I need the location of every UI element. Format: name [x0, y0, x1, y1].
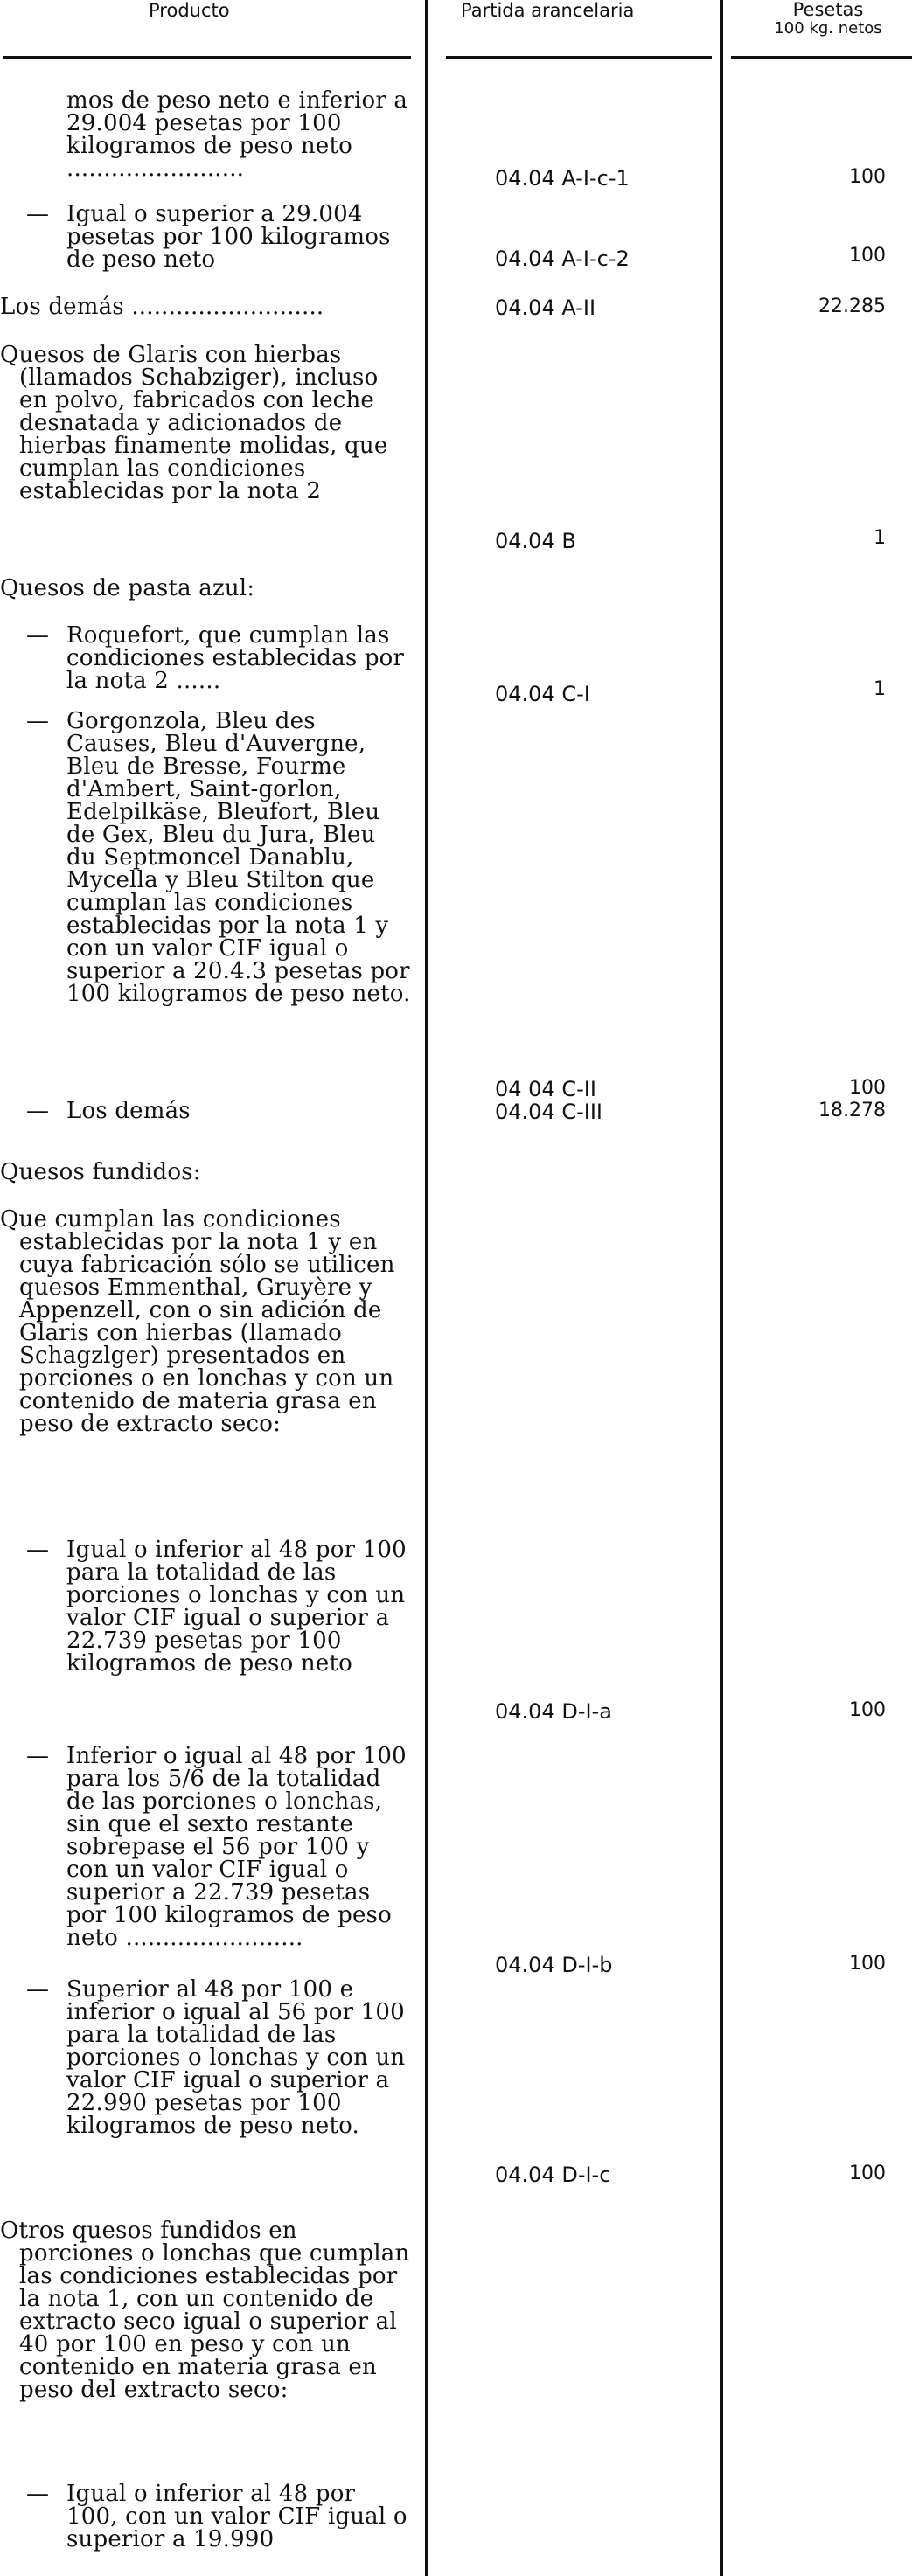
product-entry: [0, 2219, 411, 2401]
product-text: Superior al 48 por 100 e inferior o igual al 56 por 100 para la totalidad de las porciones o lonchas y con un valor CIF igual o superior a 22.990 pesetas por 100 kilogramos de peso neto.: [66, 1976, 406, 2139]
product-entry: [0, 89, 411, 180]
dash-bullet: —: [26, 1976, 50, 2003]
column-header-pesetas: [762, 0, 894, 38]
product-entry: [0, 295, 411, 318]
header-rule-pesetas: [731, 56, 912, 59]
product-entry: [0, 344, 411, 503]
dash-bullet: —: [26, 1743, 50, 1769]
product-entry: [0, 577, 411, 600]
product-entry: [0, 1208, 411, 1435]
product-entry: [0, 2482, 411, 2551]
product-text: Igual o superior a 29.004 pesetas por 100 kilogramos de peso neto: [66, 201, 391, 273]
product-text: Inferior o igual al 48 por 100 para los 5/6 de la totalidad de las porciones o lonchas, sin que el sexto restante sobrepase el 56 por 100 y con un valor CIF igual o superior a 22.739 pesetas por 100 kilogramos de peso neto ........................: [66, 1743, 407, 1951]
header-rule-producto: [3, 56, 411, 59]
product-text: Los demás: [66, 1098, 191, 1124]
product-entry: [0, 710, 411, 1005]
product-subitem: [0, 1538, 411, 1675]
pesetas-value: 100: [849, 245, 886, 267]
pesetas-value: 100: [849, 2163, 886, 2184]
product-subitem: [0, 1978, 411, 2137]
product-text: Quesos de pasta azul:: [0, 575, 255, 601]
dash-bullet: —: [26, 1098, 50, 1124]
dash-bullet: —: [26, 708, 50, 734]
product-text: Roquefort, que cumplan las condiciones establecidas por la nota 2 ......: [66, 622, 405, 694]
product-entry: [0, 203, 411, 271]
pesetas-value: 1: [874, 527, 886, 549]
tariff-code: 04.04 D-I-b: [495, 1953, 613, 1977]
tariff-code: 04.04 C-III: [495, 1100, 602, 1124]
product-text: Gorgonzola, Bleu des Causes, Bleu d'Auvergne, Bleu de Bresse, Fourme d'Ambert, Saint-gorlon, Edelpilkäse, Bleufort, Bleu de Gex, Bleu du Jura, Bleu du Septmoncel Danablu, Mycella y Bleu Stilton que cumplan las condiciones establecidas por la nota 1 y con un valor CIF igual o superior a 20.4.3 pesetas por 100 kilogramos de peso neto.: [66, 708, 411, 1007]
pesetas-value: 100: [849, 1077, 886, 1099]
product-entry: [0, 1745, 411, 1949]
pesetas-value: 18.278: [818, 1100, 886, 1121]
tariff-code: 04.04 B: [495, 529, 576, 553]
pesetas-value: 100: [849, 1953, 886, 1975]
tariff-code: 04.04 A-II: [495, 295, 596, 320]
tariff-code: 04.04 A-I-c-1: [495, 166, 630, 191]
pesetas-value: 1: [874, 678, 886, 700]
product-text: Igual o inferior al 48 por 100, con un valor CIF igual o superior a 19.990: [66, 2481, 407, 2552]
product-text: Igual o inferior al 48 por 100 para la totalidad de las porciones o lonchas y con un valor CIF igual o superior a 22.739 pesetas por 100 kilogramos de peso neto: [66, 1537, 407, 1677]
product-text: Los demás ..........................: [0, 294, 324, 320]
column-header-partida: Partida arancelaria: [461, 0, 635, 21]
pesetas-value: 100: [849, 1699, 886, 1721]
dash-bullet: —: [26, 201, 50, 227]
product-subitem: [0, 203, 411, 271]
product-entry: [0, 1161, 411, 1184]
pesetas-value: 22.285: [818, 295, 886, 317]
header-rule-partida: [446, 56, 712, 59]
product-text: Quesos fundidos:: [0, 1159, 201, 1185]
pesetas-value: 100: [849, 166, 886, 188]
product-entry: [0, 1538, 411, 1675]
pesetas-header-sub: 100 kg. netos: [774, 19, 882, 38]
product-entry: [0, 624, 411, 692]
tariff-code: 04.04 D-I-a: [495, 1699, 612, 1724]
product-text: Otros quesos fundidos en porciones o lonchas que cumplan las condiciones establecidas por la nota 1, con un contenido de extracto seco igual o superior al 40 por 100 en peso y con un contenido en materia grasa en peso del extracto seco:: [0, 2218, 410, 2403]
tariff-code: 04.04 D-I-c: [495, 2163, 611, 2187]
column-header-producto: Producto: [149, 0, 230, 21]
dash-bullet: —: [26, 1537, 50, 1563]
product-text: Quesos de Glaris con hierbas (llamados Schabziger), incluso en polvo, fabricados con leche desnatada y adicionados de hierbas finamente molidas, que cumplan las condiciones establecidas por la nota 2: [0, 342, 388, 504]
tariff-code: 04 04 C-II: [495, 1077, 596, 1101]
dash-bullet: —: [26, 622, 50, 649]
dash-bullet: —: [26, 2481, 50, 2507]
product-subitem: [0, 710, 411, 1005]
pesetas-header-top: Pesetas: [792, 0, 864, 20]
product-entry: [0, 1978, 411, 2137]
tariff-code: 04.04 C-I: [495, 682, 590, 706]
product-entry: [0, 1100, 411, 1122]
product-subitem: [0, 1100, 411, 1122]
column-divider-right: [720, 0, 723, 2576]
product-subitem: [0, 2482, 411, 2551]
product-text: mos de peso neto e inferior a 29.004 pesetas por 100 kilogramos de peso neto ........................: [66, 87, 408, 182]
product-subitem: [0, 624, 411, 692]
column-divider-left: [425, 0, 428, 2576]
product-text: Que cumplan las condiciones establecidas por la nota 1 y en cuya fabricación sólo se utilicen quesos Emmenthal, Gruyère y Appenzell, con o sin adición de Glaris con hierbas (llamado Schagzlger) presentados en porciones o en lonchas y con un contenido de materia grasa en peso de extracto seco:: [0, 1206, 395, 1437]
tariff-code: 04.04 A-I-c-2: [495, 246, 630, 271]
product-subitem: [0, 1745, 411, 1949]
